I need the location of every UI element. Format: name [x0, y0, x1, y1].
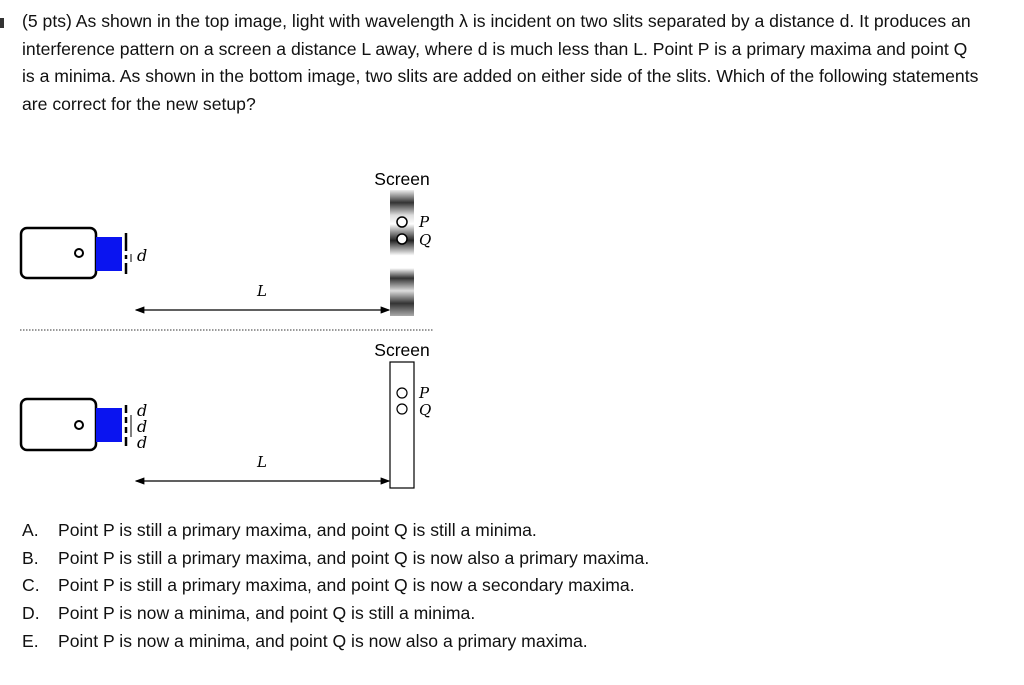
- answer-options: [22, 517, 649, 656]
- blank-screen: [390, 362, 414, 488]
- option-c[interactable]: C. Point P is still a primary maxima, and point Q is now a secondary maxima.: [22, 575, 635, 596]
- laser-beam: [96, 408, 122, 442]
- q-label: Q: [419, 401, 432, 419]
- laser-body: [21, 228, 96, 278]
- L-label: L: [257, 453, 267, 471]
- laser-beam: [96, 237, 122, 271]
- fringe-screen: [390, 190, 414, 316]
- point-q-icon: [397, 404, 407, 414]
- top-setup: [21, 169, 431, 316]
- p-label: P: [419, 384, 430, 402]
- point-p-icon: [397, 217, 407, 227]
- L-label: L: [257, 282, 267, 300]
- screen-label: Screen: [374, 169, 430, 189]
- d-label: d: [137, 417, 148, 436]
- screen-label: Screen: [374, 340, 430, 360]
- d-label: d: [137, 401, 148, 420]
- option-e[interactable]: E. Point P is now a minima, and point Q is now also a primary maxima.: [22, 630, 588, 651]
- option-d[interactable]: D. Point P is now a minima, and point Q is still a minima.: [22, 603, 476, 624]
- d-label: d: [137, 433, 148, 452]
- option-a[interactable]: A. Point P is still a primary maxima, and point Q is still a minima.: [22, 520, 537, 540]
- d-label: d: [137, 246, 148, 265]
- point-p-icon: [397, 388, 407, 398]
- q-label: Q: [419, 231, 432, 249]
- laser-body: [21, 399, 96, 450]
- point-q-icon: [397, 234, 407, 244]
- p-label: P: [419, 213, 430, 231]
- option-b[interactable]: B. Point P is still a primary maxima, and point Q is now also a primary maxima.: [22, 547, 650, 568]
- question-text: (5 pts) As shown in the top image, light with wavelength λ is incident on two slits separated by a distance d. It produces an interference pattern on a screen a distance L away, where d is much less than L. Point P is a primary maxima and point Q is a minima. As shown in the bottom image, two slits are added on either side of the slits. Which of the following statements are correct for the new setup?: [22, 11, 979, 114]
- bottom-setup: [21, 340, 431, 488]
